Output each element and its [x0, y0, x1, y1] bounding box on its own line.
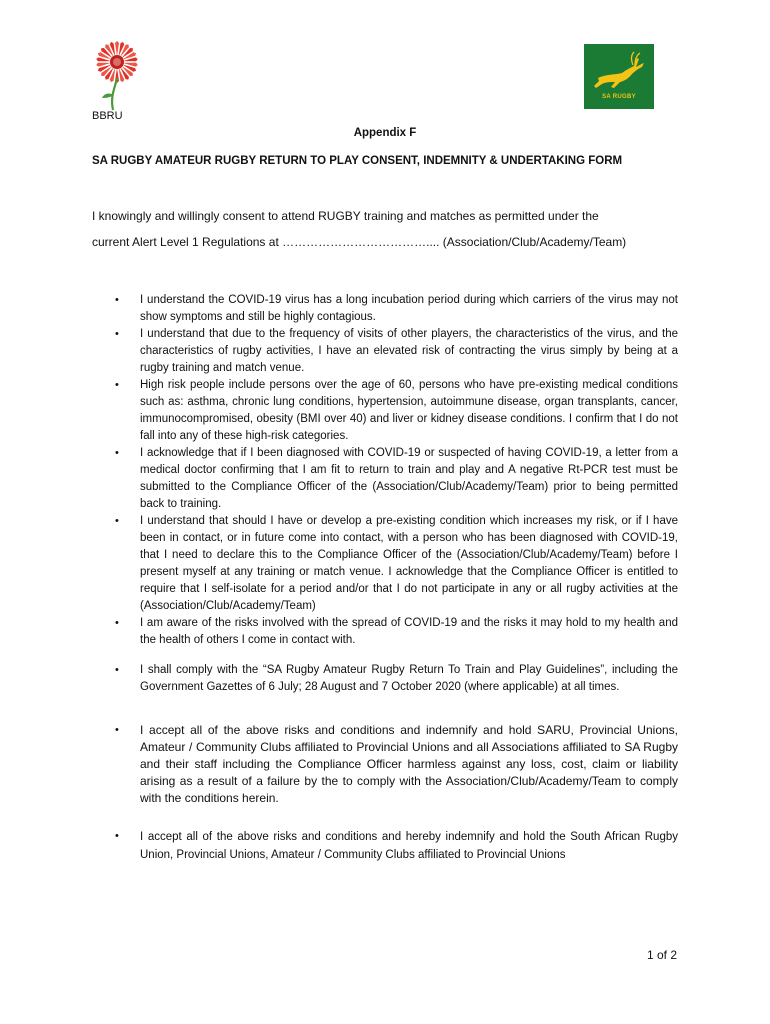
page-number: 1 of 2 [646, 948, 677, 962]
list-item-text: I accept all of the above risks and conditions and hereby indemnify and hold the South African Rugby Union, Provincial Unions, Amateur / Community Clubs affiliated to Provincial Unions [140, 831, 678, 861]
list-item [92, 828, 678, 864]
intro-line-1: I knowingly and willingly consent to attend RUGBY training and matches as permitted under the [92, 209, 599, 223]
list-item [92, 513, 678, 615]
list-item-text: I understand the COVID-19 virus has a long incubation period during which carriers of the virus may not show symptoms and still be highly contagious. [140, 294, 678, 323]
list-item [92, 662, 678, 696]
list-item [92, 615, 678, 649]
bullet-icon: • [115, 379, 119, 391]
bullet-icon: • [115, 328, 119, 340]
bullet-icon: • [115, 617, 119, 629]
list-item-text: I accept all of the above risks and conditions and indemnify and hold SARU, Provincial Unions, Amateur / Community Clubs affiliated to Provincial Unions and all Associations affiliated to SA Rugby and their staff including the Compliance Officer harmless against any loss, cost, claim or liability arising as a result of a failure by the to comply with the Association/Club/Academy/Team to comply with the conditions herein. [140, 723, 678, 805]
springbok-logo [584, 44, 654, 109]
bullet-icon: • [115, 447, 119, 459]
org-label: BBRU [92, 110, 123, 122]
appendix-heading: Appendix F [353, 127, 417, 139]
conditions-list [92, 292, 678, 864]
intro-line-2: current Alert Level 1 Regulations at ……………………………….... (Association/Club/Academy/Team) [92, 235, 627, 249]
list-item [92, 445, 678, 513]
protea-flower-logo [88, 40, 146, 112]
sa-rugby-logo-label: SA RUGBY [602, 94, 636, 100]
list-item-text: I understand that should I have or develop a pre-existing condition which increases my risk, or if I have been in contact, or in future come into contact, with a person who has been diagnosed with COVID-19, that I need to declare this to the Compliance Officer of the (Association/Club/Academy/Team) before I present myself at any training or match venue. I acknowledge that the Compliance Officer is entitled to require that I self-isolate for a period and/or that I do not participate in any or all rugby activities at the (Association/Club/Academy/Team) [140, 515, 678, 612]
bullet-icon: • [115, 830, 119, 842]
list-item [92, 292, 678, 326]
bullet-icon: • [115, 664, 119, 676]
list-item [92, 377, 678, 445]
list-item-text: I acknowledge that if I been diagnosed with COVID-19 or suspected of having COVID-19, a letter from a medical doctor confirming that I am fit to return to train and play and A negative Rt-PCR test must be submitted to the Compliance Officer of the (Association/Club/Academy/Team) prior to being permitted back to training. [140, 447, 678, 510]
form-title: SA RUGBY AMATEUR RUGBY RETURN TO PLAY CONSENT, INDEMNITY & UNDERTAKING FORM [92, 155, 623, 167]
list-item [92, 326, 678, 377]
bullet-icon: • [115, 294, 119, 306]
list-item-text: High risk people include persons over the age of 60, persons who have pre-existing medical conditions such as: asthma, chronic lung conditions, hypertension, autoimmune disease, organ transplants, cancer, immunocompromised, obesity (BMI over 40) and liver or kidney disease conditions. I confirm that I do not fall into any of these high-risk categories. [140, 379, 678, 442]
bullet-icon: • [115, 515, 119, 527]
list-item [92, 722, 678, 807]
list-item-text: I understand that due to the frequency of visits of other players, the characteristics of the virus, and the characteristics of rugby activities, I have an elevated risk of contracting the virus simply by being at a rugby training and match venue. [140, 328, 678, 374]
bullet-icon: • [115, 724, 119, 736]
list-item-text: I am aware of the risks involved with the spread of COVID-19 and the risks it may hold to my health and the health of others I come in contact with. [140, 617, 678, 646]
list-item-text: I shall comply with the “SA Rugby Amateur Rugby Return To Train and Play Guidelines”, including the Government Gazettes of 6 July; 28 August and 7 October 2020 (where applicable) at all times. [140, 664, 678, 693]
